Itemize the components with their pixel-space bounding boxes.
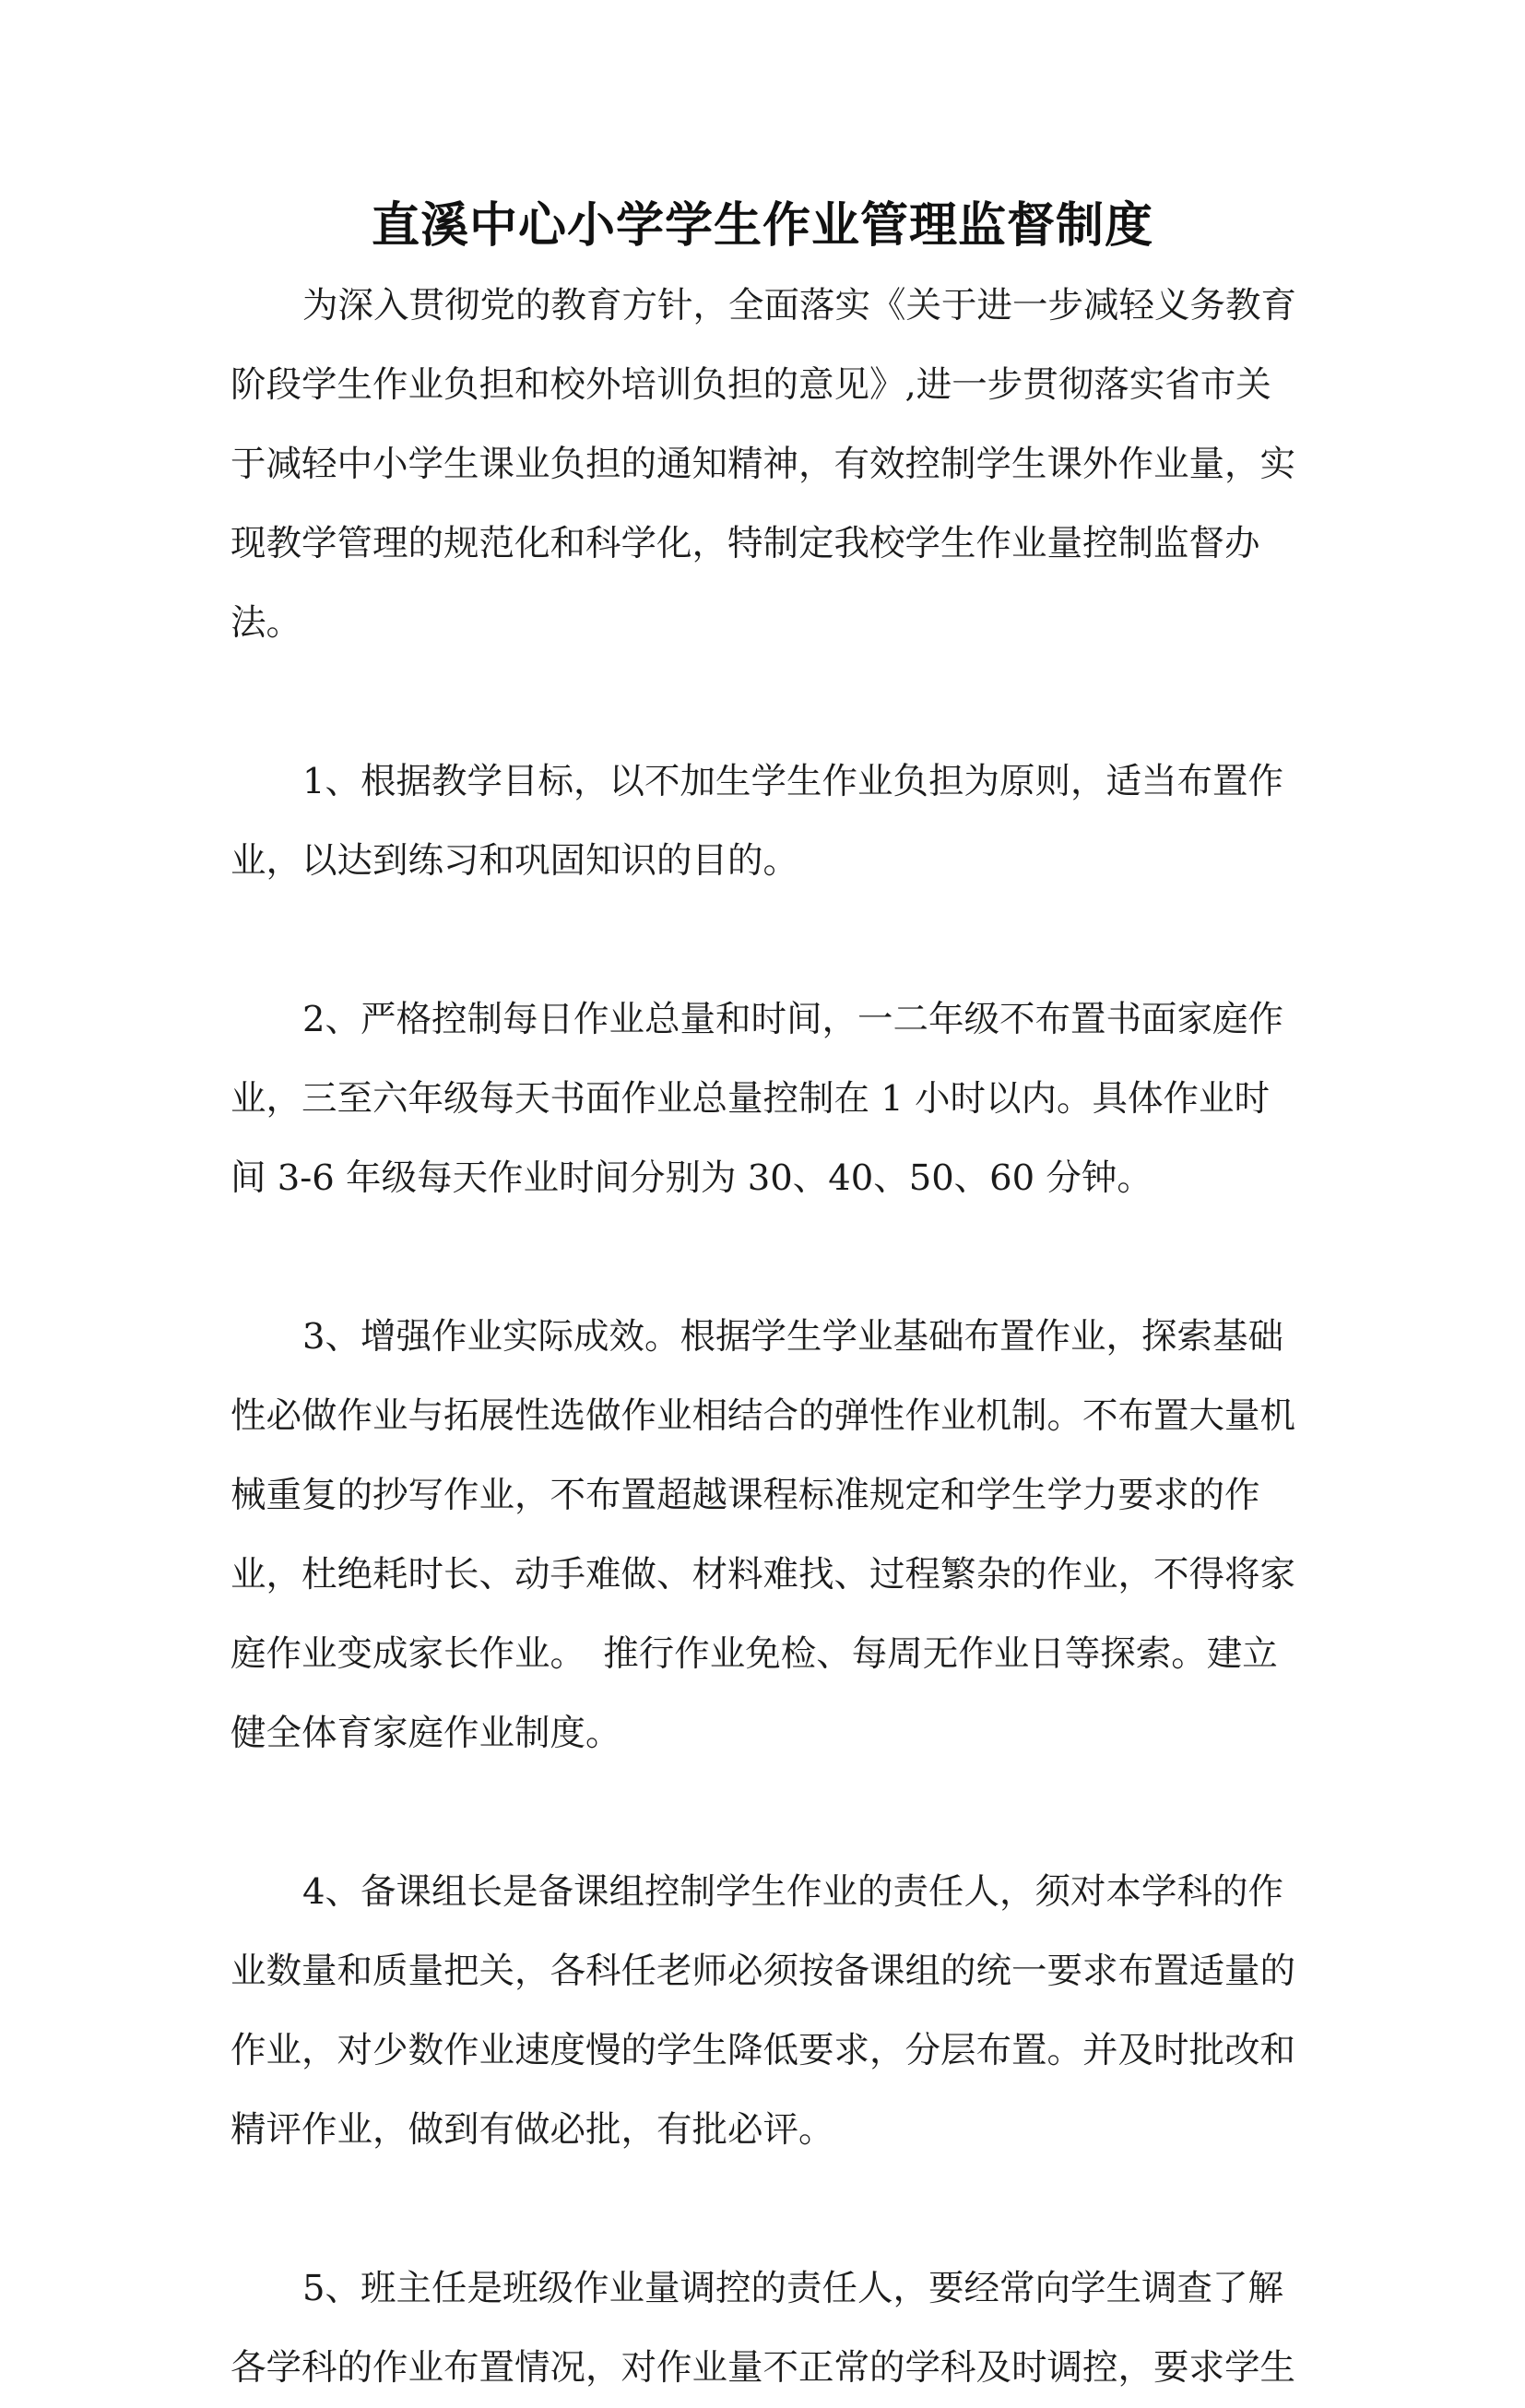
document-body bbox=[231, 267, 1300, 2408]
document-title: 直溪中心小学学生作业管理监督制度 bbox=[371, 197, 1153, 254]
paragraph-intro: 为深入贯彻党的教育方针，全面落实《关于进一步减轻义务教育阶段学生作业负担和校外培训负担的意见》,进一步贯彻落实省市关于减轻中小学生课业负担的通知精神，有效控制学生课外作业量，实现教学管理的规范化和科学化，特制定我校学生作业量控制监督办法。 bbox=[231, 285, 1297, 644]
paragraph-item-4: 4、备课组长是备课组控制学生作业的责任人，须对本学科的作业数量和质量把关，各科任老师必须按备课组的统一要求布置适量的作业，对少数作业速度慢的学生降低要求，分层布置。并及时批改和精评作业，做到有做必批，有批必评。 bbox=[231, 1871, 1296, 2151]
paragraph-item-2: 2、严格控制每日作业总量和时间，一二年级不布置书面家庭作业，三至六年级每天书面作业总量控制在 1 小时以内。具体作业时间 3-6 年级每天作业时间分别为 30、40、50、60 分钟。 bbox=[231, 999, 1283, 1199]
paragraph-item-5: 5、班主任是班级作业量调控的责任人，要经常向学生调查了解各学科的作业布置情况，对作业量不正常的学科及时调控，要求学生 bbox=[231, 2268, 1296, 2389]
paragraph-item-1: 1、根据教学目标，以不加生学生作业负担为原则，适当布置作业，以达到练习和巩固知识的目的。 bbox=[231, 761, 1283, 882]
paragraph-item-3: 3、增强作业实际成效。根据学生学业基础布置作业，探索基础性必做作业与拓展性选做作业相结合的弹性作业机制。不布置大量机械重复的抄写作业，不布置超越课程标准规定和学生学力要求的作业，杜绝耗时长、动手难做、材料难找、过程繁杂的作业，不得将家庭作业变成家长作业。 推行作业免检、每周无作业日等探索。建立健全体育家庭作业制度。 bbox=[231, 1316, 1296, 1754]
